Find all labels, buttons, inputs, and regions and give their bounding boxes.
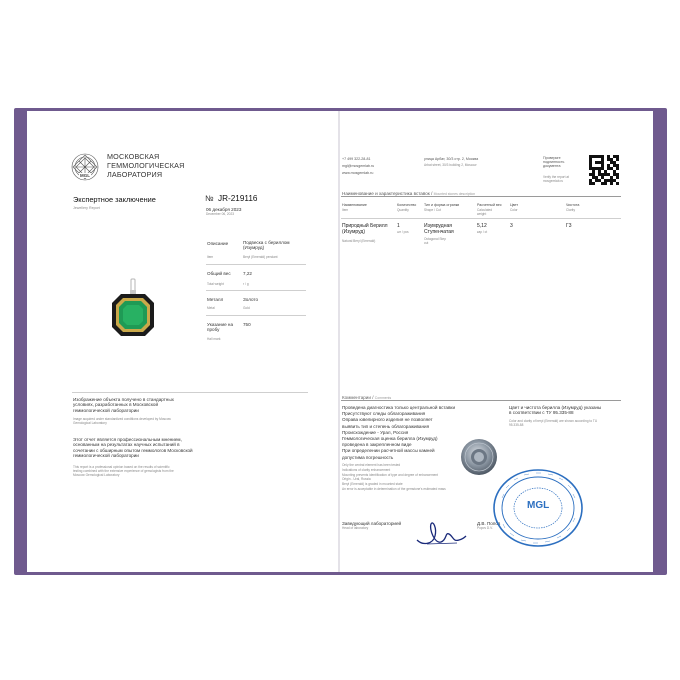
prop-hallmark-label: Указание на пробу bbox=[207, 322, 234, 333]
stone-name: Природный Берилл (Изумруд) bbox=[342, 223, 388, 235]
image-note-en: Image acquired under standardized conditions developed by Moscow Gemological Laboratory bbox=[73, 417, 171, 425]
signature-name: Д.В. Попов bbox=[477, 521, 501, 526]
header-clarity: Чистота bbox=[566, 203, 580, 207]
comment-line: выявить тип и степень облагораживания bbox=[342, 423, 430, 429]
contact-site: www.mosgemlab.ru bbox=[342, 171, 374, 175]
property-divider bbox=[206, 315, 306, 316]
grading-note-en: Color and clarity of beryl (Emerald) are shown according to TU 95.335-88 bbox=[509, 419, 598, 427]
prop-weight-value: 7,22 bbox=[243, 271, 252, 276]
header-cut-en: Shape / Cut bbox=[424, 208, 441, 212]
left-notes-divider bbox=[72, 392, 308, 393]
comment-line: Оправа ювелирного изделия не позволяет bbox=[342, 417, 433, 423]
prop-metal-label: Металл bbox=[207, 297, 224, 302]
stone-weight: 5,12 bbox=[477, 223, 487, 229]
prop-hallmark-label-en: Hall mark bbox=[207, 337, 221, 341]
image-note: Изображение объекта получено в стандартных условиях, разработанных в Московской геммологической лаборатории bbox=[73, 397, 174, 413]
stone-color: 3 bbox=[510, 223, 513, 229]
header-color-en: Color bbox=[510, 208, 518, 212]
stones-section-en: Mounted stones description bbox=[433, 192, 476, 196]
property-divider bbox=[206, 264, 306, 265]
comment-line: Присутствуют следы облагораживания bbox=[342, 411, 426, 417]
stone-cut: Изумрудная Ступенчатая bbox=[424, 223, 454, 235]
prop-item-value: Подвеска с бериллом (Изумруд) bbox=[243, 240, 290, 251]
comments-ru-list bbox=[342, 405, 455, 461]
stamp-center-text: MGL bbox=[527, 500, 550, 511]
stone-cut-en: Octagonal Step cut bbox=[424, 237, 446, 245]
comment-line-en: Mounting prevents identification of type and degree of enhancement bbox=[342, 472, 439, 477]
comments-section-en: Comments bbox=[374, 396, 392, 400]
prop-metal-value-en: Gold bbox=[243, 306, 250, 310]
signature-role: Заведующий лабораторией bbox=[342, 521, 402, 526]
contact-address: улица Арбат, 30/3 стр. 2, Москва bbox=[424, 157, 479, 161]
verify-note: Проверьте подлинность документа bbox=[543, 156, 565, 169]
stones-section-title bbox=[342, 191, 475, 197]
header-quantity-en: Quantity bbox=[397, 208, 409, 212]
stones-header-divider bbox=[341, 218, 621, 219]
comments-en-list bbox=[342, 463, 446, 492]
prop-item-label-en: Item bbox=[207, 255, 214, 259]
report-title: Экспертное заключение bbox=[73, 195, 156, 204]
comment-line: допустима погрешность bbox=[342, 454, 394, 460]
stone-clarity: Г3 bbox=[566, 223, 572, 229]
prop-weight-label-en: Total weight bbox=[207, 282, 224, 286]
opinion-note: Этот отчет является профессиональным мнением, основанным на результатах научных испытаний в сочетании с обширным опытом геммологов Московской геммологической лаборатории bbox=[73, 437, 193, 459]
signature-image bbox=[413, 510, 467, 550]
qr-module bbox=[616, 182, 619, 185]
opinion-note-en: This report is a professional opinion based on the results of scientific testing combined with the extensive experience of gemologists from the Moscow Gemological Laboratory bbox=[73, 465, 174, 477]
comment-line: Происхождение - Урал, Россия bbox=[342, 429, 409, 435]
pendant-image bbox=[106, 277, 160, 341]
comment-line-en: An error is acceptable in determination of the gemstone's estimated mass bbox=[342, 486, 446, 491]
report-no-label: № bbox=[205, 194, 214, 203]
report-date: 06 декабря 2023 bbox=[206, 207, 242, 212]
lab-name-line1: МОСКОВСКАЯ bbox=[107, 152, 160, 161]
signature-role-en: Head of laboratory bbox=[342, 526, 369, 530]
comments-section-ru: Комментарии / bbox=[342, 395, 374, 400]
qr-code-icon[interactable] bbox=[589, 155, 619, 185]
page-spine bbox=[338, 111, 340, 572]
comment-line-en: Beryl (Emerald) is graded in mounted state bbox=[342, 482, 403, 487]
header-item: Наименование bbox=[342, 203, 367, 207]
signature-name-en: Popov D.V. bbox=[477, 526, 493, 530]
comment-line-en: Only the central element has been tested bbox=[342, 463, 401, 467]
comment-line: проведена в закрепленном виде bbox=[342, 442, 412, 448]
stones-section-ru: Наименование и характеристика вставок / bbox=[342, 191, 433, 196]
report-number: JR-219116 bbox=[218, 194, 258, 203]
comment-line-en: Origin - Ural, Russia bbox=[342, 477, 371, 482]
header-weight: Расчетный вес bbox=[477, 203, 502, 207]
comment-line: Геммологическая оценка берилла (Изумруд) bbox=[342, 436, 438, 442]
prop-item-label: Описание bbox=[207, 241, 229, 246]
comments-section-title bbox=[342, 395, 391, 401]
logo-text: MGL bbox=[80, 173, 90, 178]
header-cut: Тип и форма огранки bbox=[424, 203, 460, 207]
property-divider bbox=[206, 290, 306, 291]
contact-phone: +7 499 322-28-81 bbox=[342, 157, 371, 161]
header-weight-en: Calculated weight bbox=[477, 208, 493, 216]
verify-note-en: Verify the report at mosgemlab.ru bbox=[543, 175, 570, 183]
grading-note: Цвет и чистота берилла (Изумруд) указаны в соответствии с ТУ 95.335-88 bbox=[509, 405, 602, 416]
prop-weight-unit: г / g bbox=[243, 282, 249, 286]
stone-weight-unit: кар / ct bbox=[477, 230, 488, 234]
lab-name-line2: ГЕММОЛОГИЧЕСКАЯ bbox=[107, 161, 185, 170]
contact-email: mgl@mosgemlab.ru bbox=[342, 164, 375, 168]
contact-address-en: Arbat street, 30/3 building 2, Moscow bbox=[424, 163, 477, 167]
prop-weight-label: Общий вес bbox=[207, 271, 231, 276]
header-color: Цвет bbox=[510, 203, 519, 207]
prop-hallmark-value: 750 bbox=[243, 322, 251, 327]
comment-line: Проведена диагностика только центральной вставки bbox=[342, 405, 456, 410]
prop-metal-value: Золото bbox=[243, 297, 259, 302]
stone-qty-unit: шт / pcs bbox=[397, 230, 409, 234]
comment-line-en: Indications of clarity enhancement bbox=[342, 467, 391, 472]
header-item-en: Item bbox=[342, 208, 349, 212]
header-quantity: Количество bbox=[397, 203, 417, 207]
stone-qty: 1 bbox=[397, 223, 400, 229]
lab-name-line3: ЛАБОРАТОРИЯ bbox=[107, 170, 163, 179]
prop-item-value-en: Beryl (Emerald) pendant bbox=[243, 255, 278, 259]
comment-line: При определении расчетной массы камней bbox=[342, 448, 435, 454]
report-date-en: December 06, 2023 bbox=[206, 212, 234, 216]
prop-metal-label-en: Metal bbox=[207, 306, 215, 310]
header-clarity-en: Clarity bbox=[566, 208, 576, 212]
report-title-en: Jewellery Report bbox=[73, 206, 100, 210]
stone-name-en: Natural Beryl (Emerald) bbox=[342, 239, 376, 243]
